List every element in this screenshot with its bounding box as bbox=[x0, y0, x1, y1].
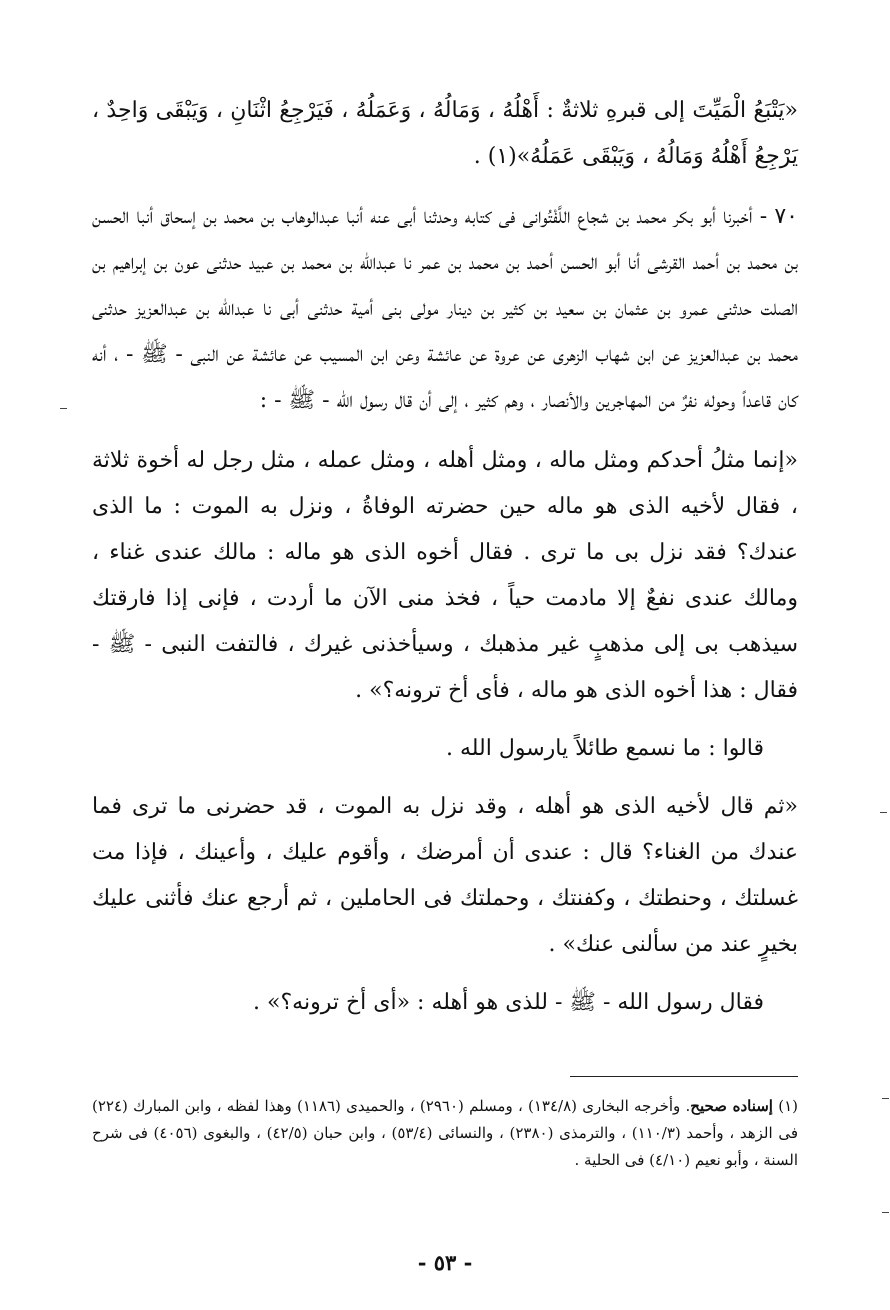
scan-margin-mark bbox=[882, 1212, 889, 1213]
page-number: - ٥٣ - bbox=[417, 1250, 473, 1275]
hadith-70-isnad-paragraph: ٧٠ - أخبرنا أبو بكر محمد بن شجاع اللَّفْتُوانى فى كتابه وحدثنا أبى عنه أنبا عبدالوهاب بن محمد بن إسحاق أنبا الحسن بن محمد بن أحمد القرشى أنا أبو الحسن أحمد بن محمد بن عمر نا عبدالله بن محمد بن عبيد حدثنى عون بن إبراهيم بن الصلت حدثنى عمرو بن عثمان بن سعيد بن كثير بن دينار مولى بنى أمية حدثنى أبى نا عبدالله بن عبدالعزيز حدثنى محمد بن عبدالعزيز عن ابن شهاب الزهرى عن عروة عن عائشة وعن ابن المسيب عن عائشة عن النبى - ﷺ - ، أنه كان قاعداً وحوله نفرٌ من المهاجرين والأنصار ، وهم كثير ، إلى أن قال رسول الله - ﷺ - : bbox=[92, 204, 798, 413]
second-brother-paragraph: «ثم قال لأخيه الذى هو أهله ، وقد نزل به الموت ، قد حضرنى ما ترى فما عندك من الغناء؟ قال : عندى أن أمرضك ، وأقوم عليك ، وأعينك ، فإذا مت غسلتك ، وحنطتك ، وكفنتك ، وحملتك فى الحاملين ، ثم أرجع عنك فأثنى عليك بخيرٍ عند من سألنى عنك» . bbox=[92, 794, 798, 957]
hadith-quote-paragraph: «يَتْبَعُ الْمَيِّتَ إلى قبرهِ ثلاثةٌ : أَهْلُهُ ، وَمَالُهُ ، وَعَمَلُهُ ، فَيَرْجِعُ اثْنَانِ ، وَيَبْقَى وَاحِدٌ ، يَرْجِعُ أَهْلُهُ وَمَالُهُ ، وَيَبْقَى عَمَلُهُ»(١) . bbox=[92, 98, 798, 169]
footnote-marker: (١) bbox=[778, 1097, 798, 1115]
scan-margin-mark bbox=[60, 408, 67, 409]
footnotes-section bbox=[92, 1093, 798, 1174]
parable-paragraph: «إنما مثلُ أحدكم ومثل ماله ، ومثل أهله ، ومثل عمله ، مثل رجل له أخوة ثلاثة ، فقال لأخيه الذى هو ماله حين حضرته الوفاةُ ، ونزل به الموت : ما الذى عندك؟ فقد نزل بى ما ترى . فقال أخوه الذى هو ماله : مالك عندى غناء ، ومالك عندى نفعٌ إلا مادمت حياً ، فخذ منى الآن ما أردت ، فإنى إذا فارقتك سيذهب بى إلى مذهبٍ غير مذهبك ، وسيأخذنى غيرك ، فالتفت النبى - ﷺ - فقال : هذا أخوه الذى هو ماله ، فأى أخ ترونه؟» . bbox=[92, 448, 798, 703]
companions-reply-paragraph: قالوا : ما نسمع طائلاً يارسول الله . bbox=[445, 736, 764, 761]
footnote-text: . وأخرجه البخارى (١٣٤/٨) ، ومسلم (٢٩٦٠) ، والحميدى (١١٨٦) وهذا لفظه ، وابن المبارك (٢٢٤) فى الزهد ، وأحمد (١١٠/٣) ، والترمذى (٢٣٨٠) ، والنسائى (٥٣/٤) ، وابن حبان (٤٢/٥) ، والبغوى (٤٠٥٦) فى شرح السنة ، وأبو نعيم (٤/١٠) فى الحلية . bbox=[92, 1097, 799, 1169]
footnote-grading: إسناده صحيح bbox=[690, 1097, 773, 1115]
main-text-body bbox=[92, 88, 798, 1026]
footnote-separator bbox=[570, 1076, 798, 1077]
footnote-1 bbox=[92, 1093, 798, 1174]
prophet-question-paragraph: فقال رسول الله - ﷺ - للذى هو أهله : «أى أخ ترونه؟» . bbox=[253, 990, 764, 1015]
scan-margin-mark bbox=[880, 812, 887, 813]
scan-margin-mark bbox=[882, 1098, 889, 1099]
